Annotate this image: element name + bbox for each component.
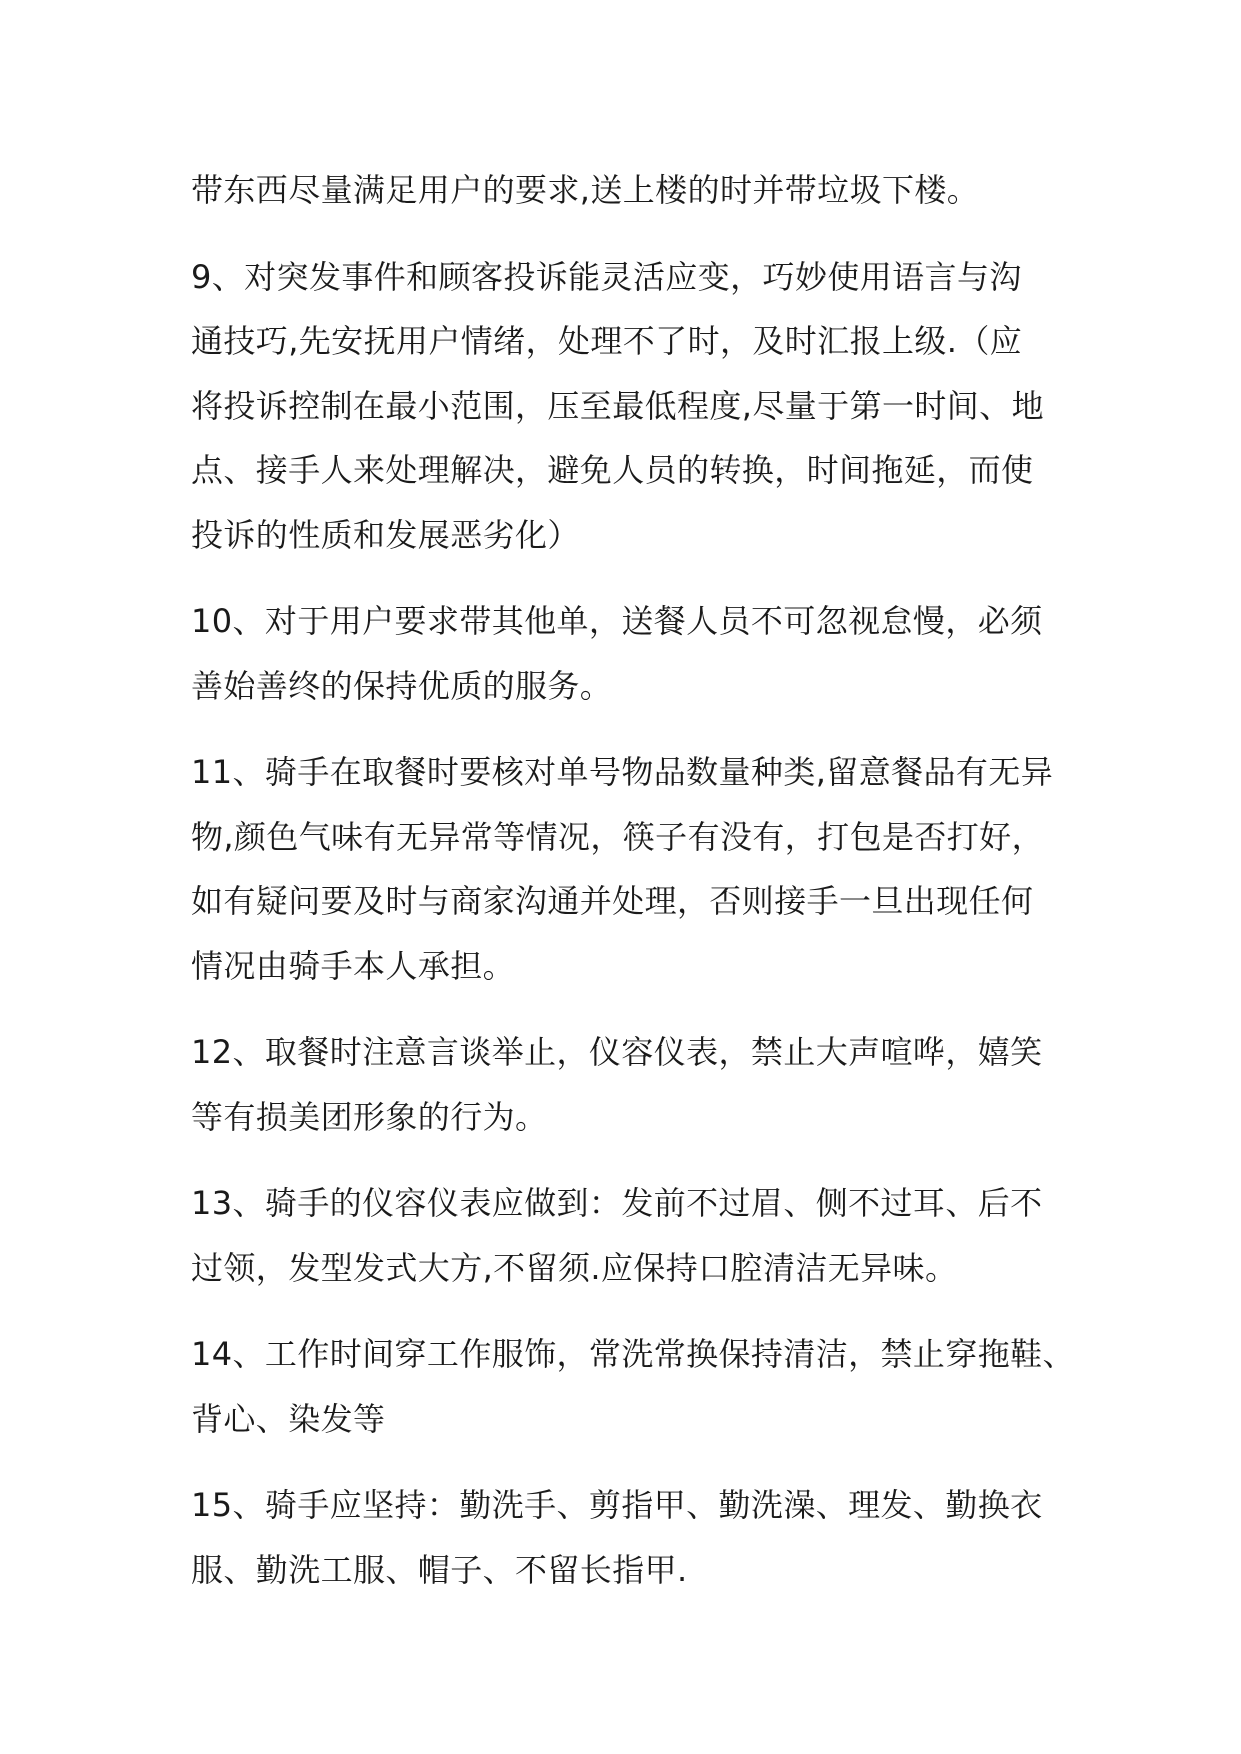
paragraph-item-11: [191, 740, 1071, 998]
text-line: 背心、染发等: [191, 1399, 386, 1438]
paragraph-continuation: [191, 158, 1071, 223]
document-body: [191, 158, 1075, 1624]
text-line: 10、对于用户要求带其他单，送餐人员不可忽视怠慢，必须: [191, 602, 1043, 640]
paragraph-item-12: [191, 1020, 1071, 1149]
text-line: 14、工作时间穿工作服饰，常洗常换保持清洁，禁止穿拖鞋、: [191, 1335, 1075, 1373]
text-line: 等有损美团形象的行为。: [191, 1097, 548, 1136]
text-line: 善始善终的保持优质的服务。: [191, 666, 613, 705]
text-line: 物,颜色气味有无异常等情况，筷子有没有，打包是否打好，: [191, 817, 1044, 856]
text-line: 点、接手人来处理解决，避免人员的转换，时间拖延，而使: [191, 451, 1034, 489]
text-line: 将投诉控制在最小范围，压至最低程度,尽量于第一时间、地: [191, 386, 1044, 425]
paragraph-item-14: [191, 1322, 1075, 1451]
text-line: 如有疑问要及时与商家沟通并处理，否则接手一旦出现任何: [191, 882, 1034, 920]
text-line: 13、骑手的仪容仪表应做到：发前不过眉、侧不过耳、后不: [191, 1184, 1043, 1222]
paragraph-item-9: [191, 245, 1071, 568]
text-line: 12、取餐时注意言谈举止，仪容仪表，禁止大声喧哗，嬉笑: [191, 1033, 1043, 1071]
paragraph-item-15: [191, 1473, 1071, 1602]
paragraph-item-10: [191, 589, 1071, 718]
text-line: 过领，发型发式大方,不留须.应保持口腔清洁无异味。: [191, 1248, 958, 1287]
text-line: 情况由骑手本人承担。: [191, 946, 516, 985]
text-line: 带东西尽量满足用户的要求,送上楼的时并带垃圾下楼。: [191, 171, 980, 209]
text-line: 15、骑手应坚持：勤洗手、剪指甲、勤洗澡、理发、勤换衣: [191, 1486, 1043, 1524]
paragraph-item-13: [191, 1171, 1071, 1300]
text-line: 服、勤洗工服、帽子、不留长指甲.: [191, 1550, 688, 1589]
text-line: 通技巧,先安抚用户情绪，处理不了时，及时汇报上级.（应: [191, 322, 1023, 360]
text-line: 9、对突发事件和顾客投诉能灵活应变，巧妙使用语言与沟: [191, 257, 1022, 296]
text-line: 11、骑手在取餐时要核对单号物品数量种类,留意餐品有无异: [191, 753, 1054, 791]
text-line: 投诉的性质和发展恶劣化）: [191, 515, 580, 554]
